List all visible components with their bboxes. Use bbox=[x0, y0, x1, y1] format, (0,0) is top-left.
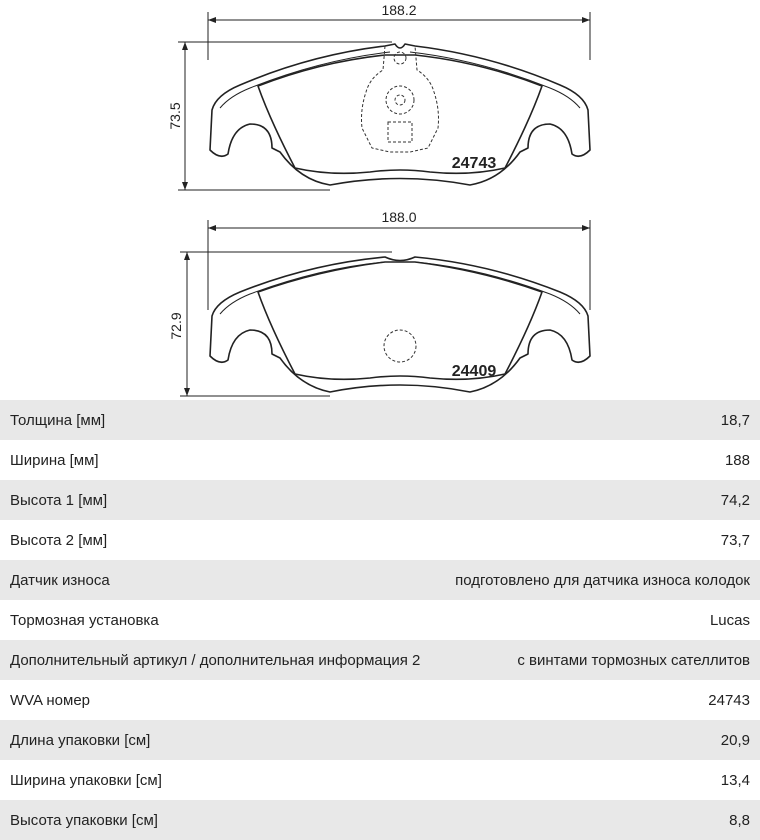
spec-row-wva-number bbox=[0, 680, 760, 720]
pad-1-height-dimension: 73.5 bbox=[167, 102, 183, 130]
spec-row-package-width bbox=[0, 760, 760, 800]
spec-label: Высота 2 [мм] bbox=[10, 531, 108, 549]
spec-value: 20,9 bbox=[720, 731, 750, 749]
spec-label: Длина упаковки [см] bbox=[10, 731, 151, 749]
spec-value: 13,4 bbox=[720, 771, 750, 789]
spec-label: Дополнительный артикул / дополнительная информация 2 bbox=[10, 651, 421, 669]
spec-row-wear-sensor bbox=[0, 560, 760, 600]
brake-pad-2-drawing bbox=[168, 209, 590, 396]
spec-label: Датчик износа bbox=[10, 571, 110, 589]
spec-label: Высота упаковки [см] bbox=[10, 811, 158, 829]
spec-value: 74,2 bbox=[720, 491, 750, 509]
spec-value: Lucas bbox=[709, 611, 750, 629]
brake-pad-1-drawing bbox=[167, 2, 590, 190]
spec-value: 73,7 bbox=[720, 531, 750, 549]
spec-row-additional-info bbox=[0, 640, 760, 680]
spec-label: Ширина упаковки [см] bbox=[10, 771, 162, 789]
spec-row-package-height bbox=[0, 800, 760, 840]
pad-2-height-dimension: 72.9 bbox=[168, 312, 184, 340]
spec-row-height-2 bbox=[0, 520, 760, 560]
spec-label: Высота 1 [мм] bbox=[10, 491, 108, 509]
spec-value: с винтами тормозных сателлитов bbox=[517, 651, 750, 669]
specifications-table bbox=[0, 400, 760, 840]
pad-2-number: 24409 bbox=[451, 363, 497, 380]
brake-pad-technical-drawing bbox=[0, 0, 760, 400]
spec-label: Тормозная установка bbox=[10, 611, 159, 629]
pad-1-width-dimension: 188.2 bbox=[381, 2, 417, 18]
spec-row-height-1 bbox=[0, 480, 760, 520]
pad-2-width-dimension: 188.0 bbox=[381, 209, 417, 225]
spec-row-width bbox=[0, 440, 760, 480]
spec-label: WVA номер bbox=[10, 691, 91, 709]
pad-1-number: 24743 bbox=[451, 155, 497, 172]
spec-value: подготовлено для датчика износа колодок bbox=[455, 571, 750, 589]
spec-value: 24743 bbox=[708, 691, 750, 709]
spec-value: 188 bbox=[724, 451, 750, 469]
spec-label: Толщина [мм] bbox=[10, 411, 106, 429]
spec-value: 8,8 bbox=[729, 811, 750, 829]
spec-row-thickness bbox=[0, 400, 760, 440]
spec-label: Ширина [мм] bbox=[10, 451, 99, 469]
spec-row-brake-system bbox=[0, 600, 760, 640]
spec-row-package-length bbox=[0, 720, 760, 760]
spec-value: 18,7 bbox=[720, 411, 750, 429]
